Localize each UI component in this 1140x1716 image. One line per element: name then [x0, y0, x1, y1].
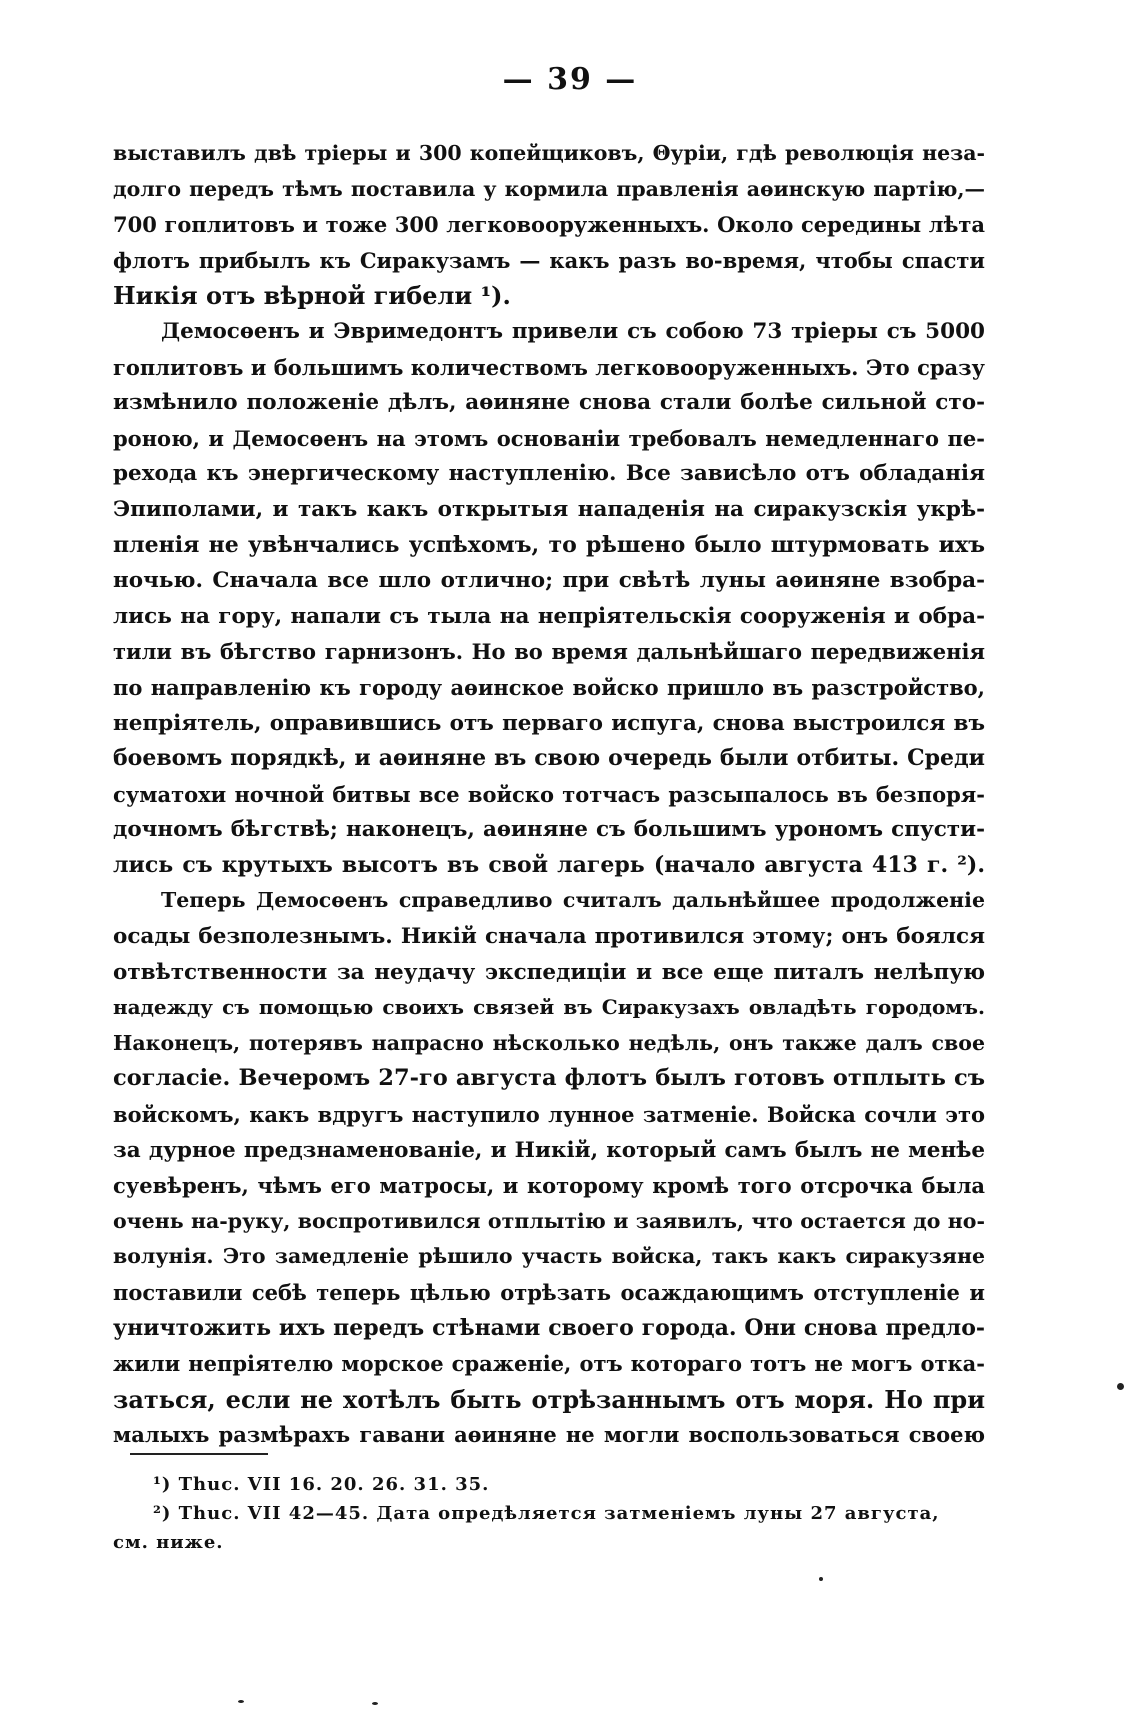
text-line: Демосѳенъ и Эвримедонтъ привели съ собою 73 тріеры съ 5000	[161, 318, 985, 344]
page-number: — 39 —	[502, 62, 638, 97]
text-line: выставилъ двѣ тріеры и 300 копейщиковъ, Θуріи, гдѣ революція неза-	[113, 141, 985, 165]
text-line: поставили себѣ теперь цѣлью отрѣзать осаждающимъ отступленіе и	[113, 1280, 985, 1305]
text-line: войскомъ, какъ вдругъ наступило лунное затменіе. Войска сочли это	[113, 1102, 985, 1128]
text-line: за дурное предзнаменованіе, и Никій, который самъ былъ не менѣе	[113, 1137, 985, 1163]
footnotes	[113, 1470, 985, 1557]
text-line: заться, если не хотѣлъ быть отрѣзаннымъ отъ моря. Но при	[113, 1384, 985, 1414]
text-line: суматохи ночной битвы все войско тотчасъ разсыпалось въ безпоря-	[113, 781, 985, 807]
text-line: дочномъ бѣгствѣ; наконецъ, аѳиняне съ большимъ урономъ спусти-	[113, 817, 985, 843]
print-speck	[1117, 1383, 1124, 1390]
text-line: осады безполезнымъ. Никій сначала противился этому; онъ боялся	[113, 924, 985, 950]
footnote-1: ¹) Thuc. VII 16. 20. 26. 31. 35.	[153, 1474, 490, 1495]
text-line: боевомъ порядкѣ, и аѳиняне въ свою очередь были отбиты. Среди	[113, 745, 985, 772]
text-line: долго передъ тѣмъ поставила у кормила правленія аѳинскую партію,—	[113, 176, 985, 201]
text-line: надежду съ помощью своихъ связей въ Сиракузахъ овладѣть городомъ.	[113, 995, 985, 1020]
footnote-2: ²) Thuc. VII 42—45. Дата опредѣляется затменіемъ луны 27 августа,	[153, 1503, 940, 1524]
text-line: лись на гору, напали съ тыла на непріятельскія сооруженія и обра-	[113, 603, 985, 629]
footnote-divider	[130, 1453, 268, 1455]
text-line: отвѣтственности за неудачу экспедиціи и все еще питалъ нелѣпую	[113, 959, 985, 985]
text-line: волунія. Это замедленіе рѣшило участь войска, такъ какъ сиракузяне	[113, 1244, 985, 1269]
text-line: Эпиполами, и такъ какъ открытыя нападенія на сиракузскія укрѣ-	[113, 496, 985, 522]
text-line: жили непріятелю морское сраженіе, отъ котораго тотъ не могъ отка-	[113, 1351, 985, 1377]
text-line: по направленію къ городу аѳинское войско пришло въ разстройство,	[113, 674, 985, 700]
text-line: тили въ бѣгство гарнизонъ. Но во время дальнѣйшаго передвиженія	[113, 639, 985, 665]
text-line: согласіе. Вечеромъ 27-го августа флотъ былъ готовъ отплыть съ	[113, 1065, 985, 1092]
text-line: Никія отъ вѣрной гибели ¹).	[113, 281, 511, 311]
print-speck	[372, 1702, 378, 1705]
text-line: уничтожить ихъ передъ стѣнами своего города. Они снова предло-	[113, 1314, 985, 1341]
text-line: малыхъ размѣрахъ гавани аѳиняне не могли воспользоваться своею	[113, 1422, 985, 1448]
text-line: непріятель, оправившись отъ перваго испуга, снова выстроился въ	[113, 710, 985, 736]
text-line: Наконецъ, потерявъ напрасно нѣсколько недѣль, онъ также далъ свое	[113, 1030, 985, 1055]
text-line: ночью. Сначала все шло отлично; при свѣтѣ луны аѳиняне взобра-	[113, 568, 985, 594]
body-text	[113, 136, 985, 1453]
text-line: 700 гоплитовъ и тоже 300 легковооруженныхъ. Около середины лѣта	[113, 212, 985, 238]
text-line: флотъ прибылъ къ Сиракузамъ — какъ разъ во-время, чтобы спасти	[113, 247, 985, 273]
print-speck	[819, 1577, 823, 1581]
text-line: лись съ крутыхъ высотъ въ свой лагерь (начало августа 413 г. ²).	[113, 851, 985, 878]
text-line: измѣнило положеніе дѣлъ, аѳиняне снова стали болѣе сильной сто-	[113, 390, 985, 416]
text-line: рехода къ энергическому наступленію. Все зависѣло отъ обладанія	[113, 461, 985, 487]
text-line: Теперь Демосѳенъ справедливо считалъ дальнѣйшее продолженіе	[161, 888, 985, 913]
print-speck	[238, 1700, 244, 1703]
text-line: очень на-руку, воспротивился отплытію и заявилъ, что остается до но-	[113, 1208, 985, 1233]
text-line: роною, и Демосѳенъ на этомъ основаніи требовалъ немедленнаго пе-	[113, 425, 985, 451]
text-line: пленія не увѣнчались успѣхомъ, то рѣшено было штурмовать ихъ	[113, 531, 985, 558]
footnote-2-continuation: см. ниже.	[113, 1532, 224, 1553]
text-line: суевѣренъ, чѣмъ его матросы, и которому кромѣ того отсрочка была	[113, 1173, 985, 1199]
text-line: гоплитовъ и большимъ количествомъ легковооруженныхъ. Это сразу	[113, 354, 985, 380]
